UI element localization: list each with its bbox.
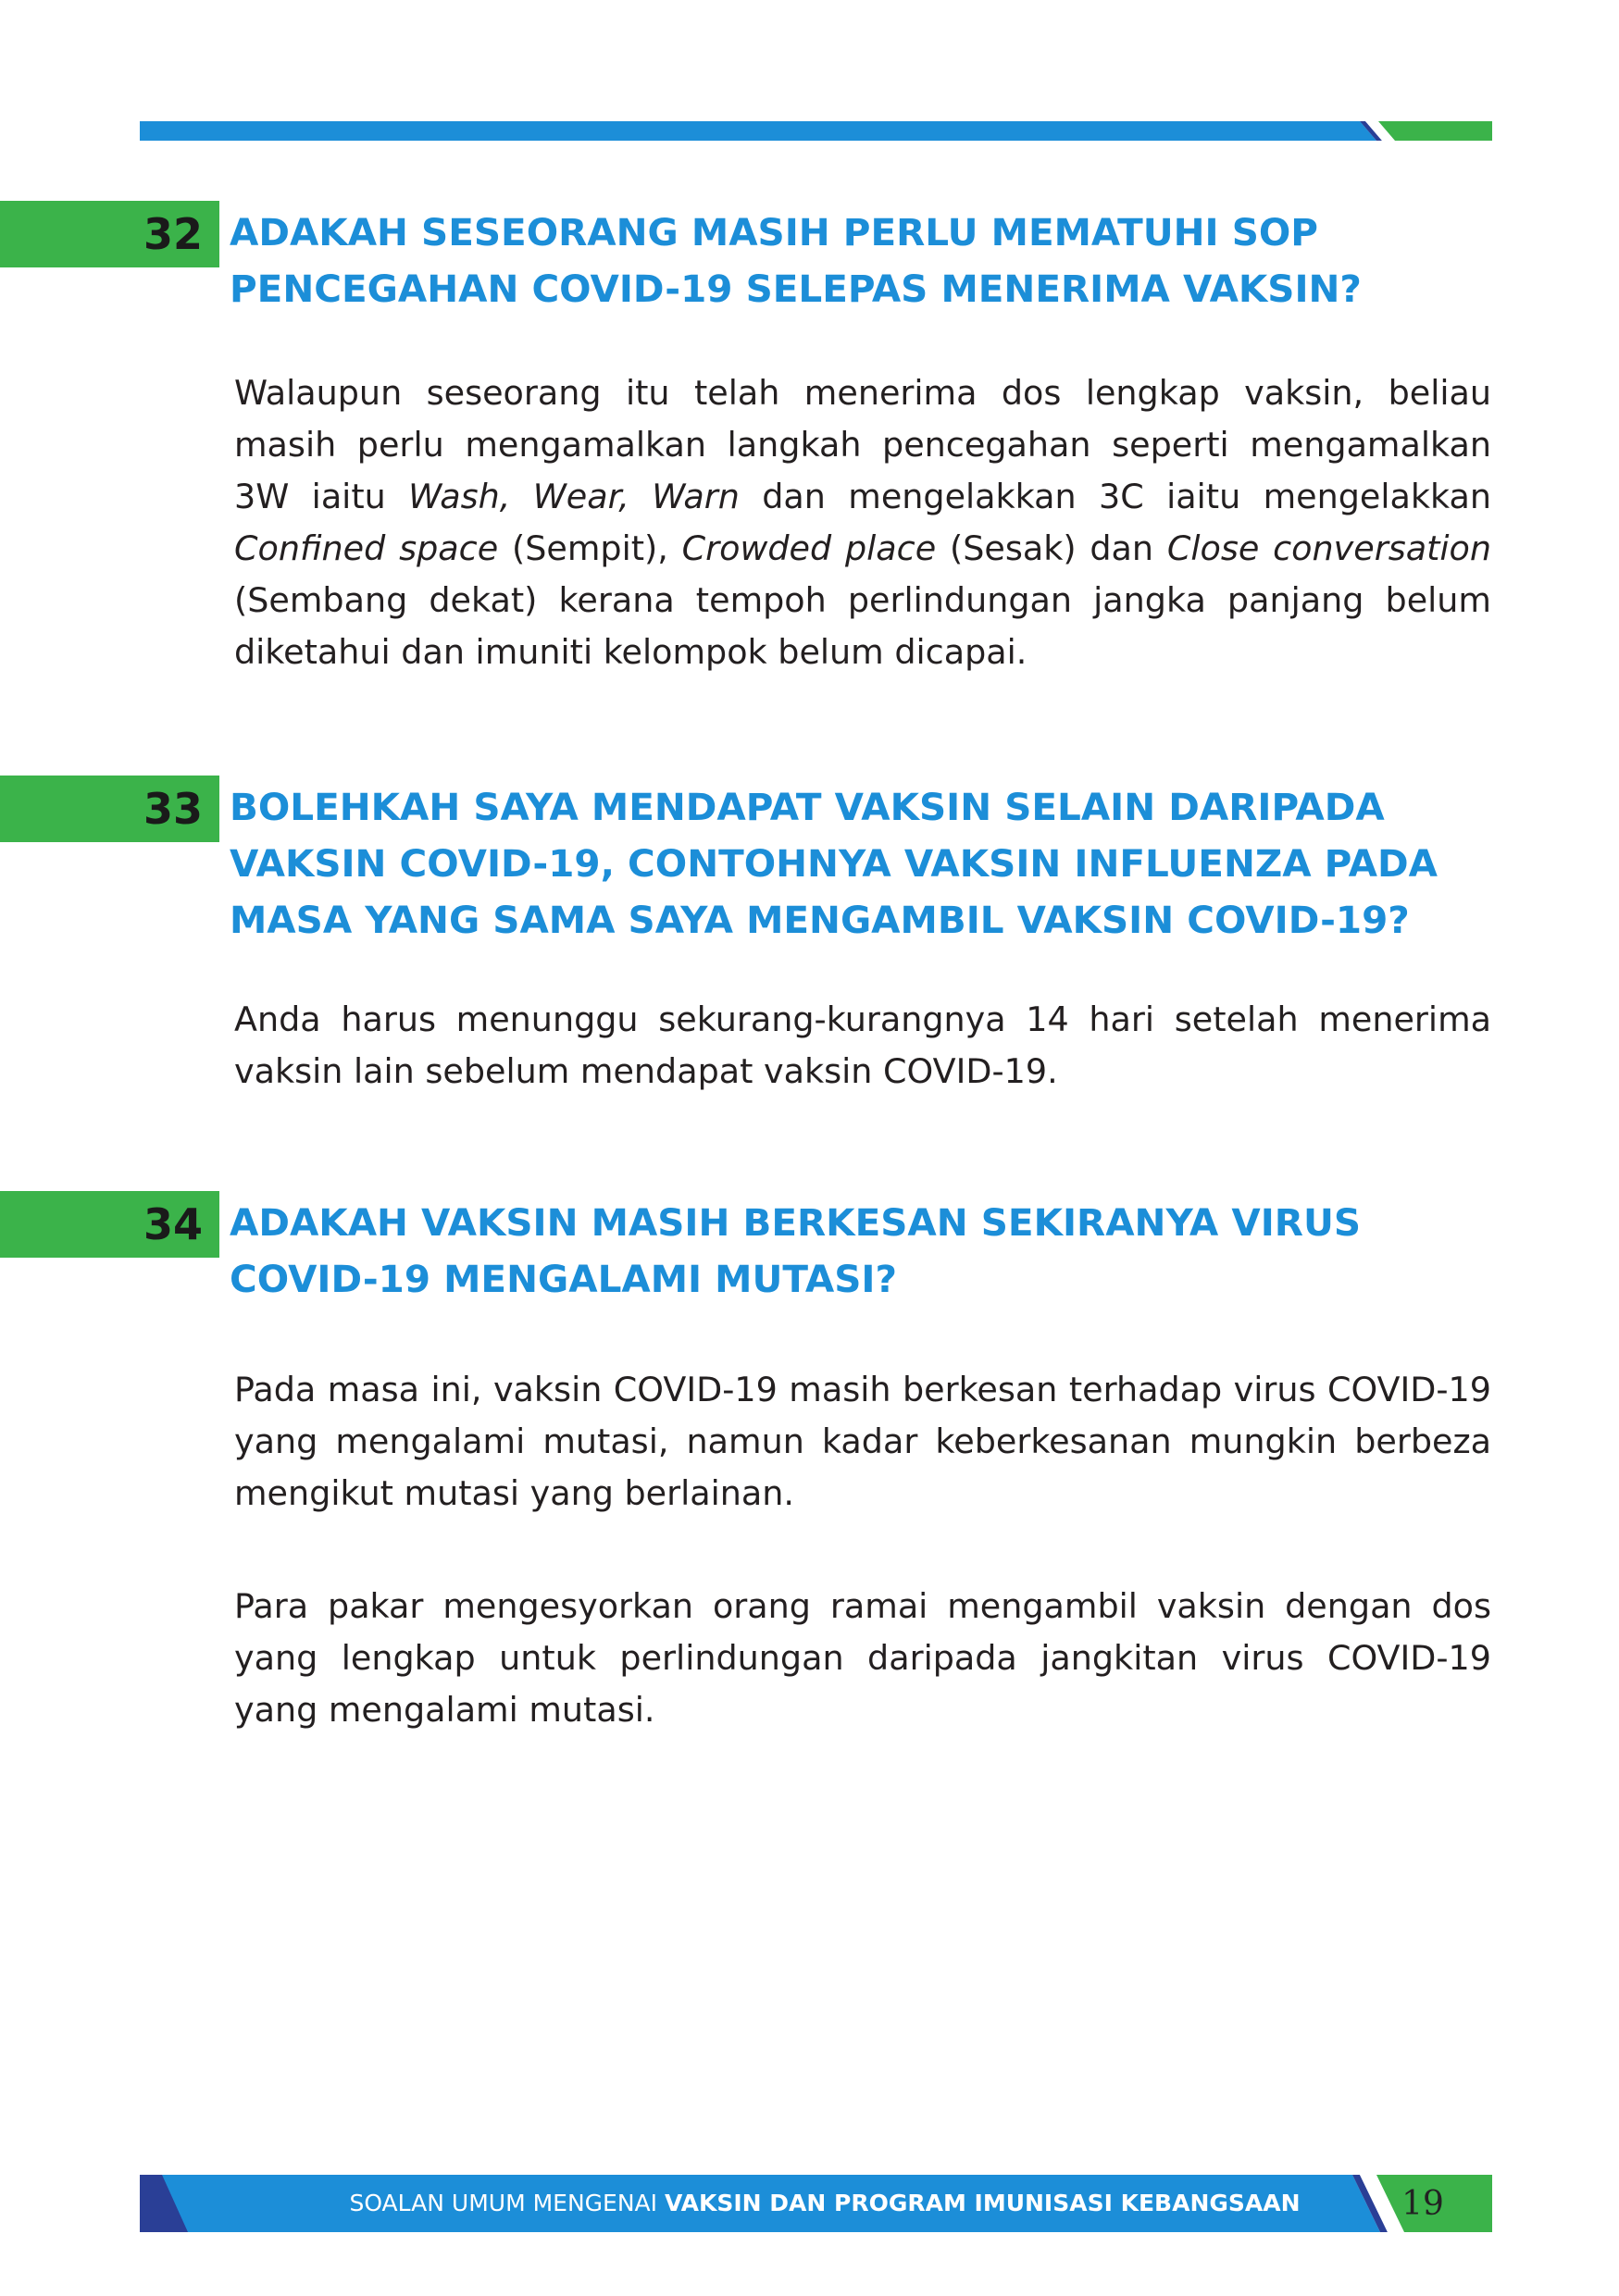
answer-paragraph: Anda harus menunggu sekurang-kurangnya 14 hari setelah menerima vaksin lain sebelum mendapat vaksin COVID-19. [234, 999, 1491, 1091]
question-line: COVID-19 MENGALAMI MUTASI? [230, 1257, 897, 1301]
answer-term: Close conversation [1166, 528, 1492, 568]
footer-title-prefix: SOALAN UMUM MENGENAI [349, 2190, 665, 2216]
answer-text: (Sempit), [498, 528, 682, 568]
question-number-tab: 34 [0, 1191, 223, 1258]
question-line: ADAKAH SESEORANG MASIH PERLU MEMATUHI SOP [230, 210, 1318, 254]
question-number-tab: 33 [0, 776, 223, 842]
footer-title [316, 2175, 1334, 2232]
answer-term: Wash, Wear, Warn [408, 477, 740, 516]
answer-text: Walaupun seseorang itu telah menerima dos lengkap vaksin, beliau masih perlu mengamalkan langkah pencegahan seperti mengamalkan 3W iaitu [234, 373, 1491, 516]
question-heading [230, 1195, 1488, 1308]
answer-paragraph: Pada masa ini, vaksin COVID-19 masih berkesan terhadap virus COVID-19 yang mengalami mutasi, namun kadar keberkesanan mungkin berbeza mengikut mutasi yang berlainan. [234, 1370, 1491, 1513]
question-heading [230, 205, 1488, 317]
answer-text: dan mengelakkan 3C iaitu mengelakkan [739, 477, 1491, 516]
header-bar-graphic [140, 121, 1492, 141]
question-line: MASA YANG SAMA SAYA MENGAMBIL VAKSIN COVID-19? [230, 898, 1410, 942]
question-line: PENCEGAHAN COVID-19 SELEPAS MENERIMA VAKSIN? [230, 267, 1362, 311]
answer-text: (Sembang dekat) kerana tempoh perlindungan jangka panjang belum diketahui dan imuniti kelompok belum dicapai. [234, 580, 1491, 672]
answer-paragraph: Para pakar mengesyorkan orang ramai mengambil vaksin dengan dos yang lengkap untuk perlindungan daripada jangkitan virus COVID-19 yang mengalami mutasi. [234, 1586, 1491, 1730]
question-line: BOLEHKAH SAYA MENDAPAT VAKSIN SELAIN DARIPADA [230, 785, 1385, 829]
question-heading [230, 779, 1488, 949]
footer-bar [140, 2175, 1492, 2232]
question-line: VAKSIN COVID-19, CONTOHNYA VAKSIN INFLUENZA PADA [230, 841, 1438, 886]
header-bar [140, 121, 1492, 141]
answer-text: (Sesak) dan [936, 528, 1167, 568]
answer-term: Confined space [234, 528, 499, 568]
answer-paragraph [234, 367, 1491, 678]
question-number-tab: 32 [0, 201, 223, 267]
page-number: 19 [1401, 2185, 1444, 2223]
footer-title-bold: VAKSIN DAN PROGRAM IMUNISASI KEBANGSAAN [664, 2190, 1301, 2216]
question-line: ADAKAH VAKSIN MASIH BERKESAN SEKIRANYA VIRUS [230, 1200, 1362, 1245]
answer-term: Crowded place [681, 528, 937, 568]
